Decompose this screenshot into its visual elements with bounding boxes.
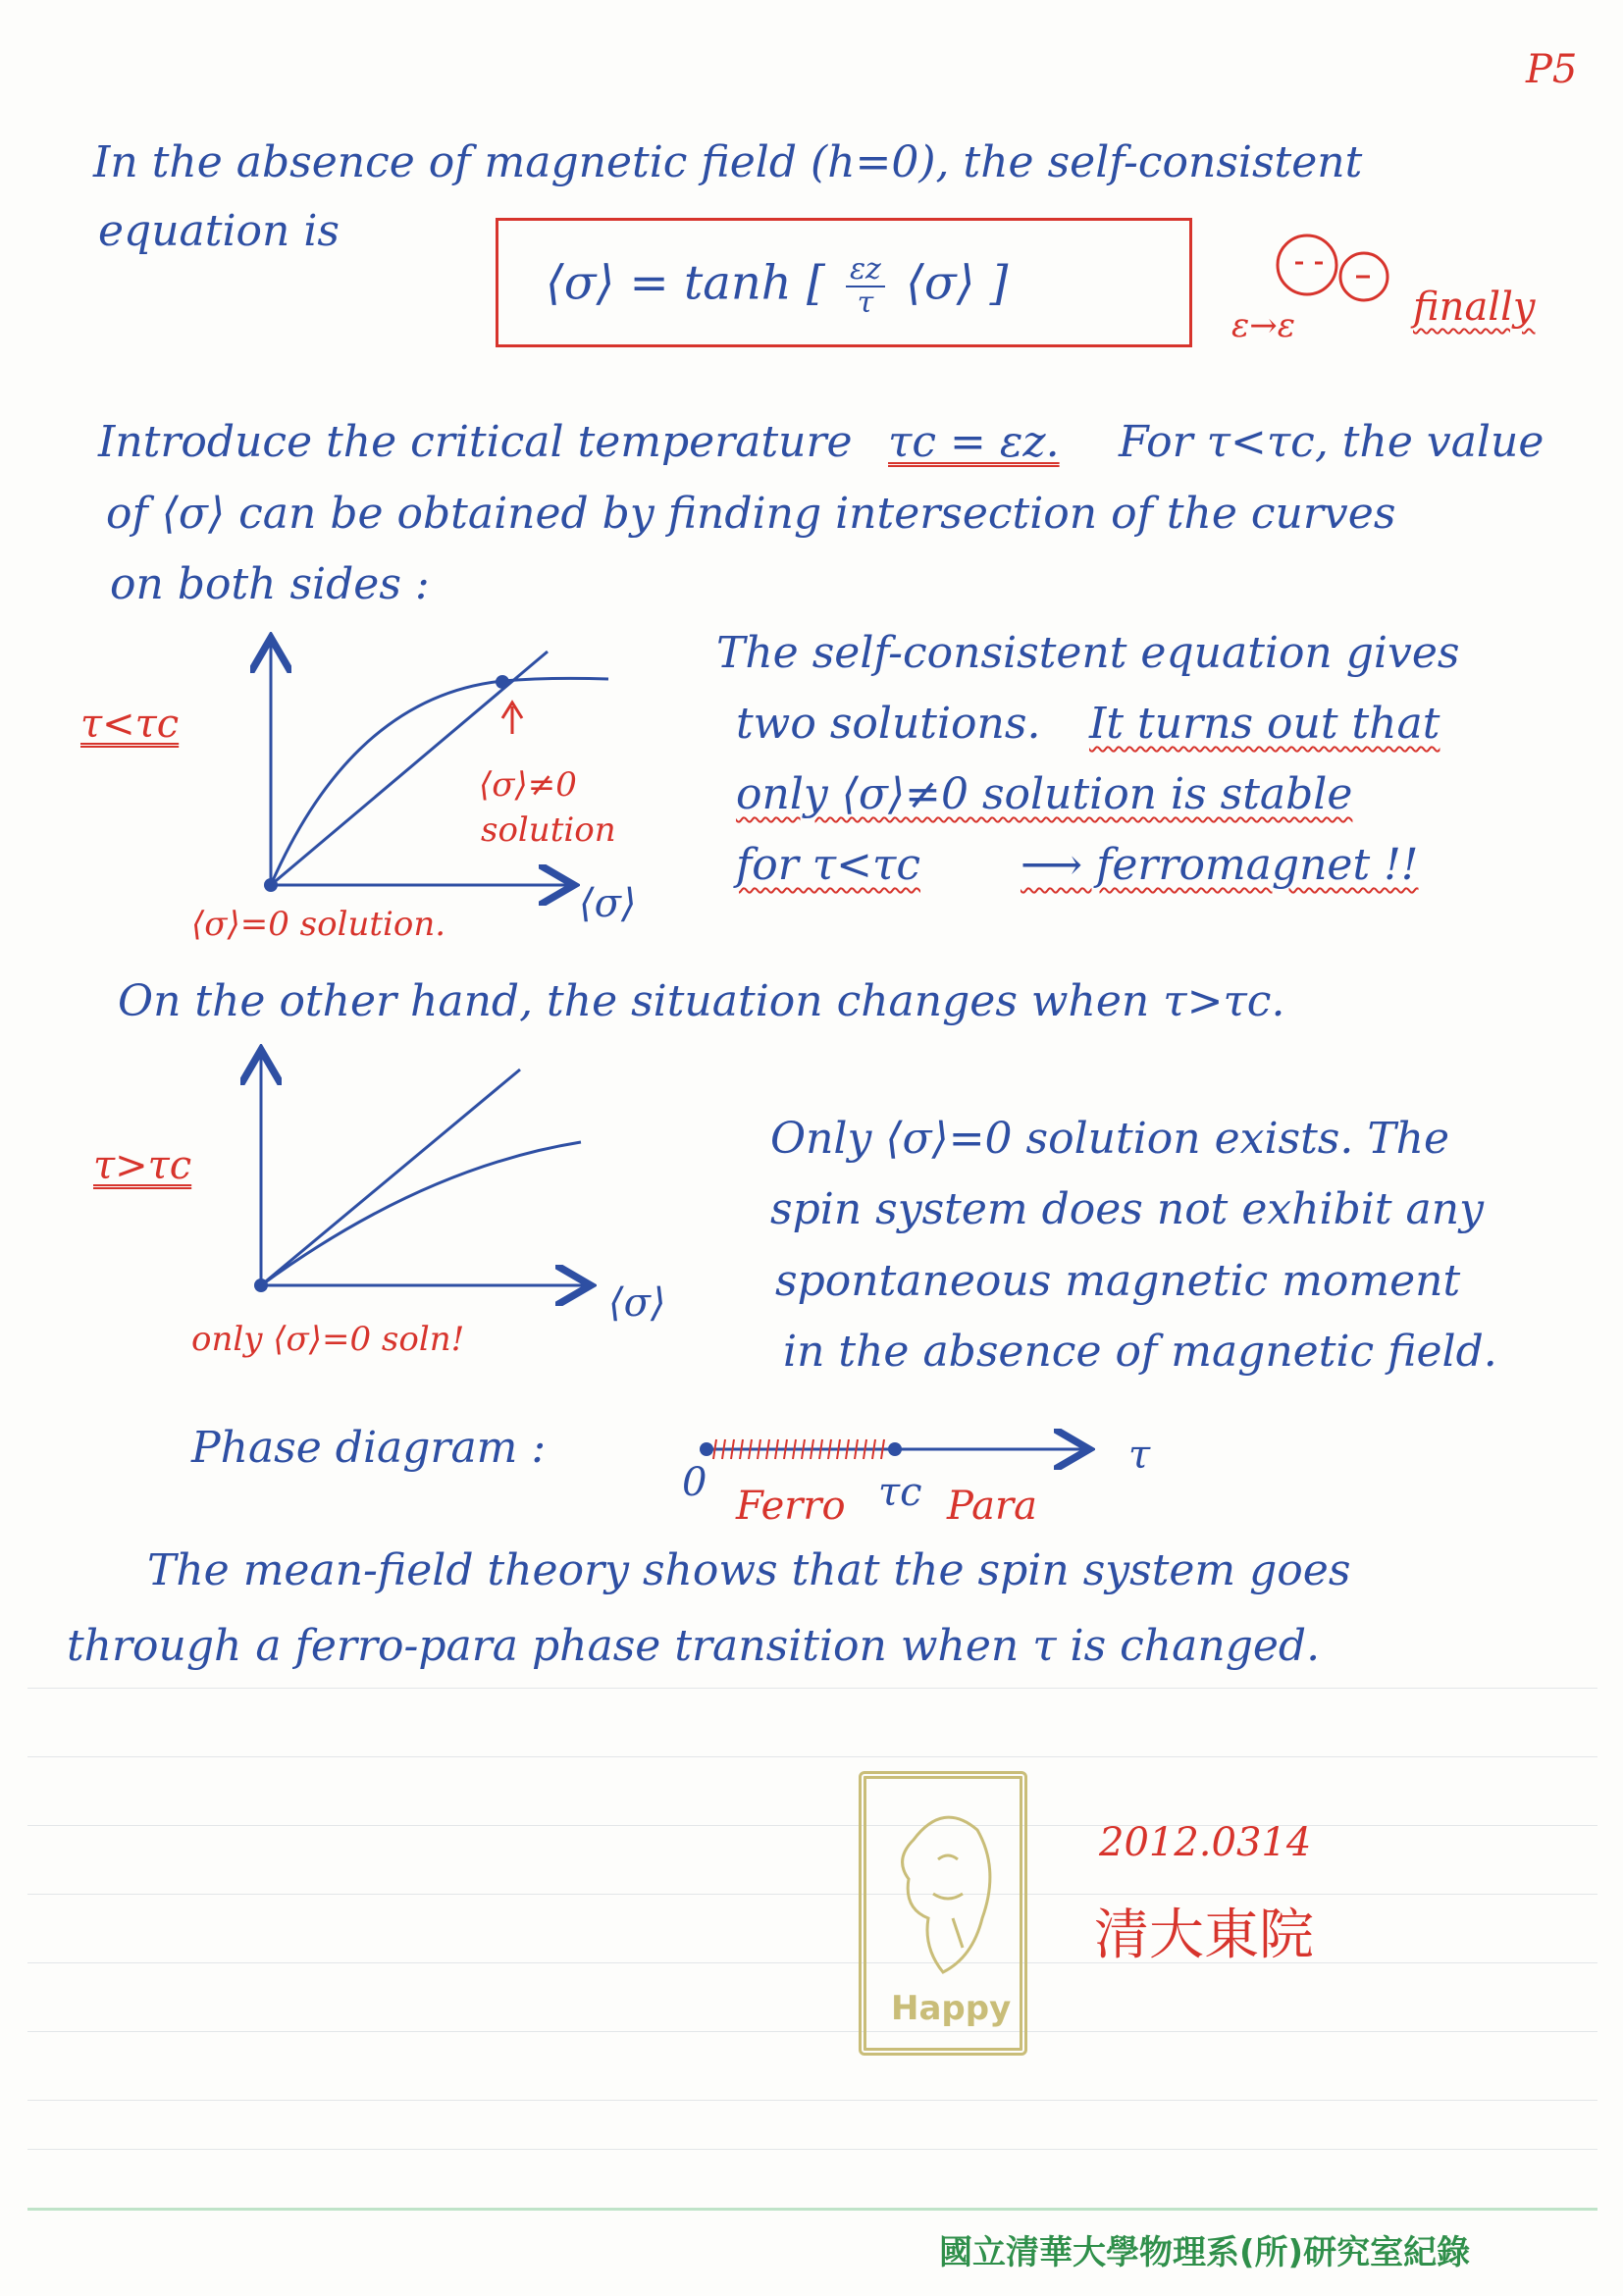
graph1-nonzero-label-2: solution [481, 810, 616, 850]
equation-fraction [846, 254, 885, 319]
critical-line-3: on both sides : [110, 559, 430, 609]
epsilon-note: ε→ε [1231, 306, 1295, 345]
graph2-x-axis-label: ⟨σ⟩ [608, 1280, 666, 1326]
ruled-line [27, 1962, 1597, 1963]
critical-temperature-definition: τc = εz. [888, 417, 1060, 467]
explain1-line-2b: It turns out that [1089, 699, 1440, 749]
explain2-line-4: in the absence of magnetic field. [783, 1327, 1497, 1377]
intro-line-1: In the absence of magnetic field (h=0), the self-consistent [93, 137, 1363, 187]
phase-tau-c-label: τc [878, 1470, 922, 1515]
graph1-x-axis-label: ⟨σ⟩ [579, 881, 637, 926]
intro-line-2: equation is [98, 206, 340, 256]
ruled-line [27, 1894, 1597, 1895]
graph1-zero-label: ⟨σ⟩=0 solution. [191, 905, 446, 944]
ruled-line [27, 1688, 1597, 1689]
explain2-line-1: Only ⟨σ⟩=0 solution exists. The [770, 1114, 1450, 1164]
critical-line-2: of ⟨σ⟩ can be obtained by finding intersection of the curves [106, 489, 1396, 539]
stamp-word: Happy [891, 1989, 1012, 2028]
graph2-linear-curve [261, 1070, 520, 1285]
equation-box [496, 218, 1192, 347]
ruled-line [27, 1756, 1597, 1757]
ruled-line [27, 2100, 1597, 2101]
equation-lhs: ⟨σ⟩ = tanh [ [546, 255, 825, 311]
explain1-line-2a: two solutions. [736, 699, 1041, 749]
explain1-line-4b: ⟶ ferromagnet !! [1021, 840, 1419, 890]
phase-diagram-title: Phase diagram : [191, 1423, 547, 1473]
ruled-line [27, 1825, 1597, 1826]
graph2-plot [226, 1040, 618, 1305]
explain2-line-3: spontaneous magnetic moment [775, 1256, 1461, 1306]
graph1-nonzero-label-1: ⟨σ⟩≠0 [479, 765, 577, 805]
origin-point [700, 1442, 713, 1456]
explain1-line-3: only ⟨σ⟩≠0 solution is stable [736, 769, 1353, 819]
happy-stamp [859, 1771, 1027, 2056]
self-consistent-equation [546, 254, 1008, 319]
critical-line-1b: For τ<τc, the value [1119, 417, 1544, 467]
conclusion-line-2: through a ferro-para phase transition when τ is changed. [67, 1621, 1321, 1671]
footer-divider [27, 2208, 1597, 2211]
critical-point [888, 1442, 902, 1456]
fraction-numerator: εz [846, 254, 885, 287]
critical-line-1a: Introduce the critical temperature [98, 417, 853, 467]
explain1-line-1: The self-consistent equation gives [716, 628, 1460, 678]
explain2-line-2: spin system does not exhibit any [770, 1184, 1484, 1234]
graph1-condition-label: τ<τc [80, 702, 180, 747]
lion-head-stamp-icon [884, 1800, 1002, 1987]
date: 2012.0314 [1099, 1820, 1312, 1865]
graph2-condition-label: τ>τc [93, 1143, 192, 1188]
graph1-zero-intersection [264, 878, 278, 892]
signature: 清大東院 [1094, 1904, 1314, 1967]
graph2-tanh-curve [261, 1142, 581, 1285]
phase-origin-label: 0 [682, 1460, 707, 1505]
page-number: P5 [1526, 47, 1578, 92]
para-label: Para [947, 1484, 1037, 1529]
graph2-zero-intersection [254, 1278, 268, 1292]
explain1-line-4a: for τ<τc [736, 840, 920, 890]
fraction-denominator: τ [857, 286, 874, 320]
ruled-line [27, 2031, 1597, 2032]
ferro-label: Ferro [736, 1484, 846, 1529]
phase-axis-label: τ [1128, 1433, 1151, 1478]
transition-sentence: On the other hand, the situation changes when τ>τc. [118, 976, 1285, 1026]
footer-institution: 國立清華大學物理系(所)研究室紀錄 [939, 2233, 1471, 2272]
equation-rhs: ⟨σ⟩ ] [906, 255, 1009, 311]
graph2-zero-label: only ⟨σ⟩=0 soln! [191, 1320, 465, 1359]
finally-note: finally [1413, 285, 1536, 330]
graph1-nonzero-intersection [496, 675, 509, 689]
ruled-line [27, 2149, 1597, 2150]
conclusion-line-1: The mean-field theory shows that the spin system goes [147, 1545, 1351, 1595]
